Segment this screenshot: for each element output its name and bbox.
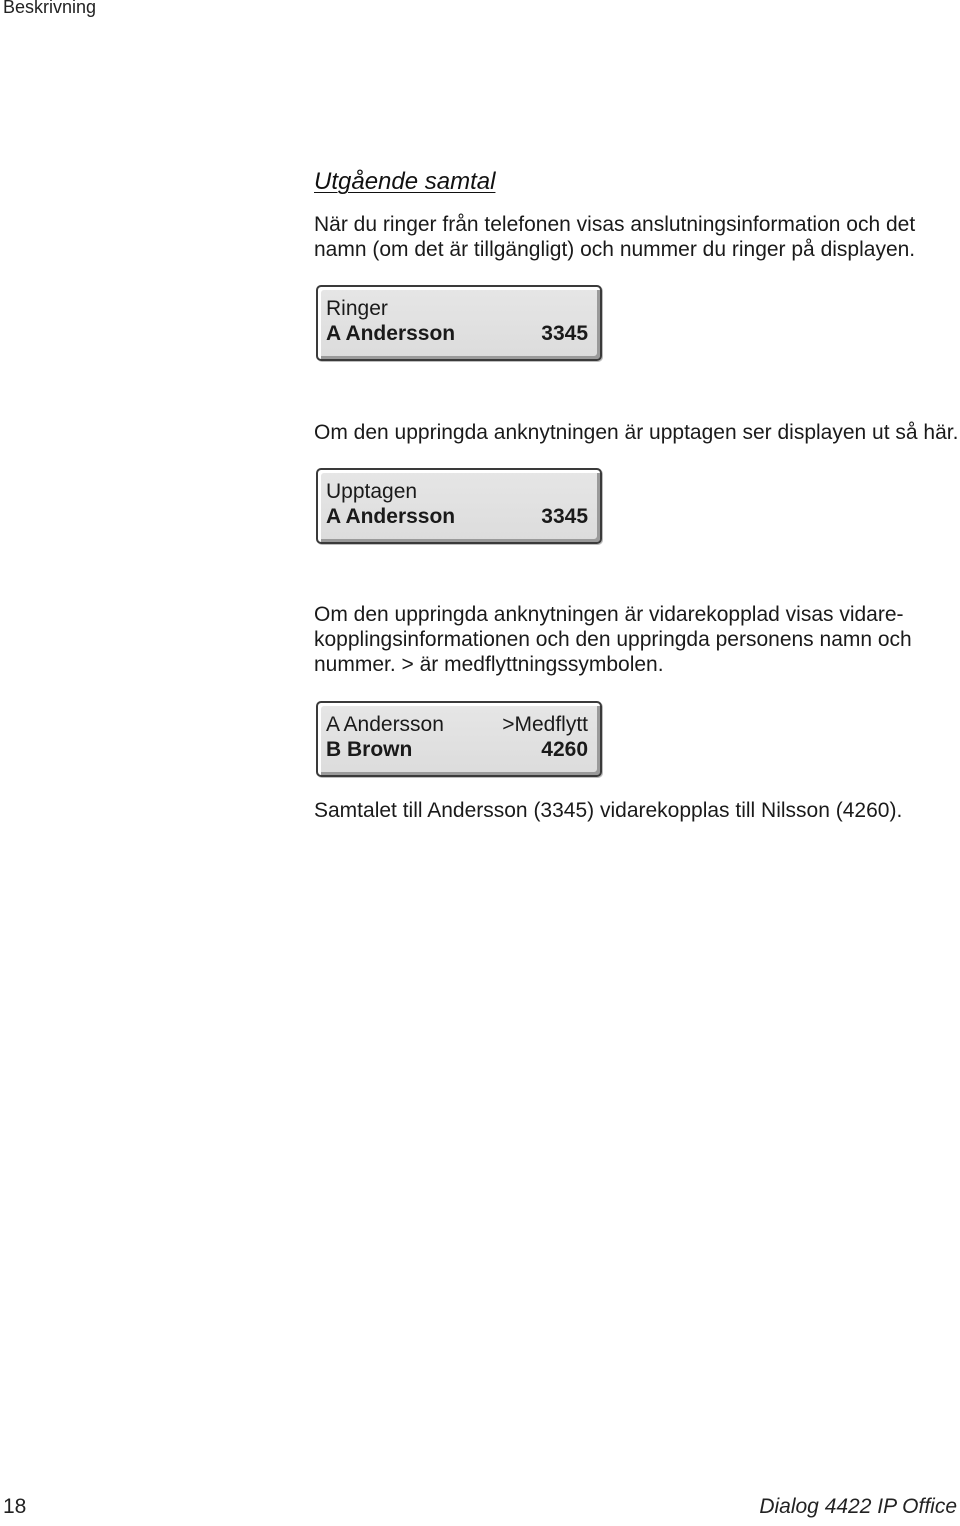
page-number: 18 — [3, 1495, 27, 1518]
display-number: 4260 — [541, 738, 588, 761]
intro-line: När du ringer från telefonen visas anslutningsinformation och det — [314, 213, 916, 236]
phone-display-busy — [316, 468, 602, 544]
display-line-2 — [326, 504, 588, 529]
section-header: Beskrivning — [3, 0, 97, 17]
forward-paragraph — [314, 602, 954, 677]
intro-paragraph — [314, 212, 954, 262]
display-forward-status: >Medflytt — [502, 713, 588, 736]
display-name: B Brown — [326, 738, 413, 761]
display-line-1 — [326, 712, 588, 737]
intro-line: namn (om det är tillgängligt) och nummer du ringer på displayen. — [314, 238, 916, 261]
display-line-2 — [326, 321, 588, 346]
busy-paragraph — [314, 420, 959, 445]
forward-line: Om den uppringda anknytningen är vidarekopplad visas vidare- — [314, 603, 904, 626]
section-heading: Utgående samtal — [314, 168, 496, 195]
display-name: A Andersson — [326, 505, 456, 528]
display-line-2 — [326, 737, 588, 762]
display-status: Upptagen — [326, 480, 418, 503]
display-number: 3345 — [541, 322, 588, 345]
summary-paragraph — [314, 798, 954, 823]
phone-display-forwarded — [316, 701, 602, 777]
display-name: A Andersson — [326, 713, 444, 736]
display-line-1 — [326, 479, 588, 504]
display-name: A Andersson — [326, 322, 456, 345]
footer-product-title: Dialog 4422 IP Office — [759, 1495, 957, 1518]
busy-line: Om den uppringda anknytningen är upptagen ser displayen ut så här. — [314, 421, 959, 444]
display-number: 3345 — [541, 505, 588, 528]
display-status: Ringer — [326, 297, 388, 320]
summary-line: Samtalet till Andersson (3345) vidarekopplas till Nilsson (4260). — [314, 799, 903, 822]
phone-display-ringing — [316, 285, 602, 361]
forward-line: kopplingsinformationen och den uppringda personens namn och — [314, 628, 912, 651]
display-line-1 — [326, 296, 588, 321]
forward-line: nummer. > är medflyttningssymbolen. — [314, 653, 664, 676]
